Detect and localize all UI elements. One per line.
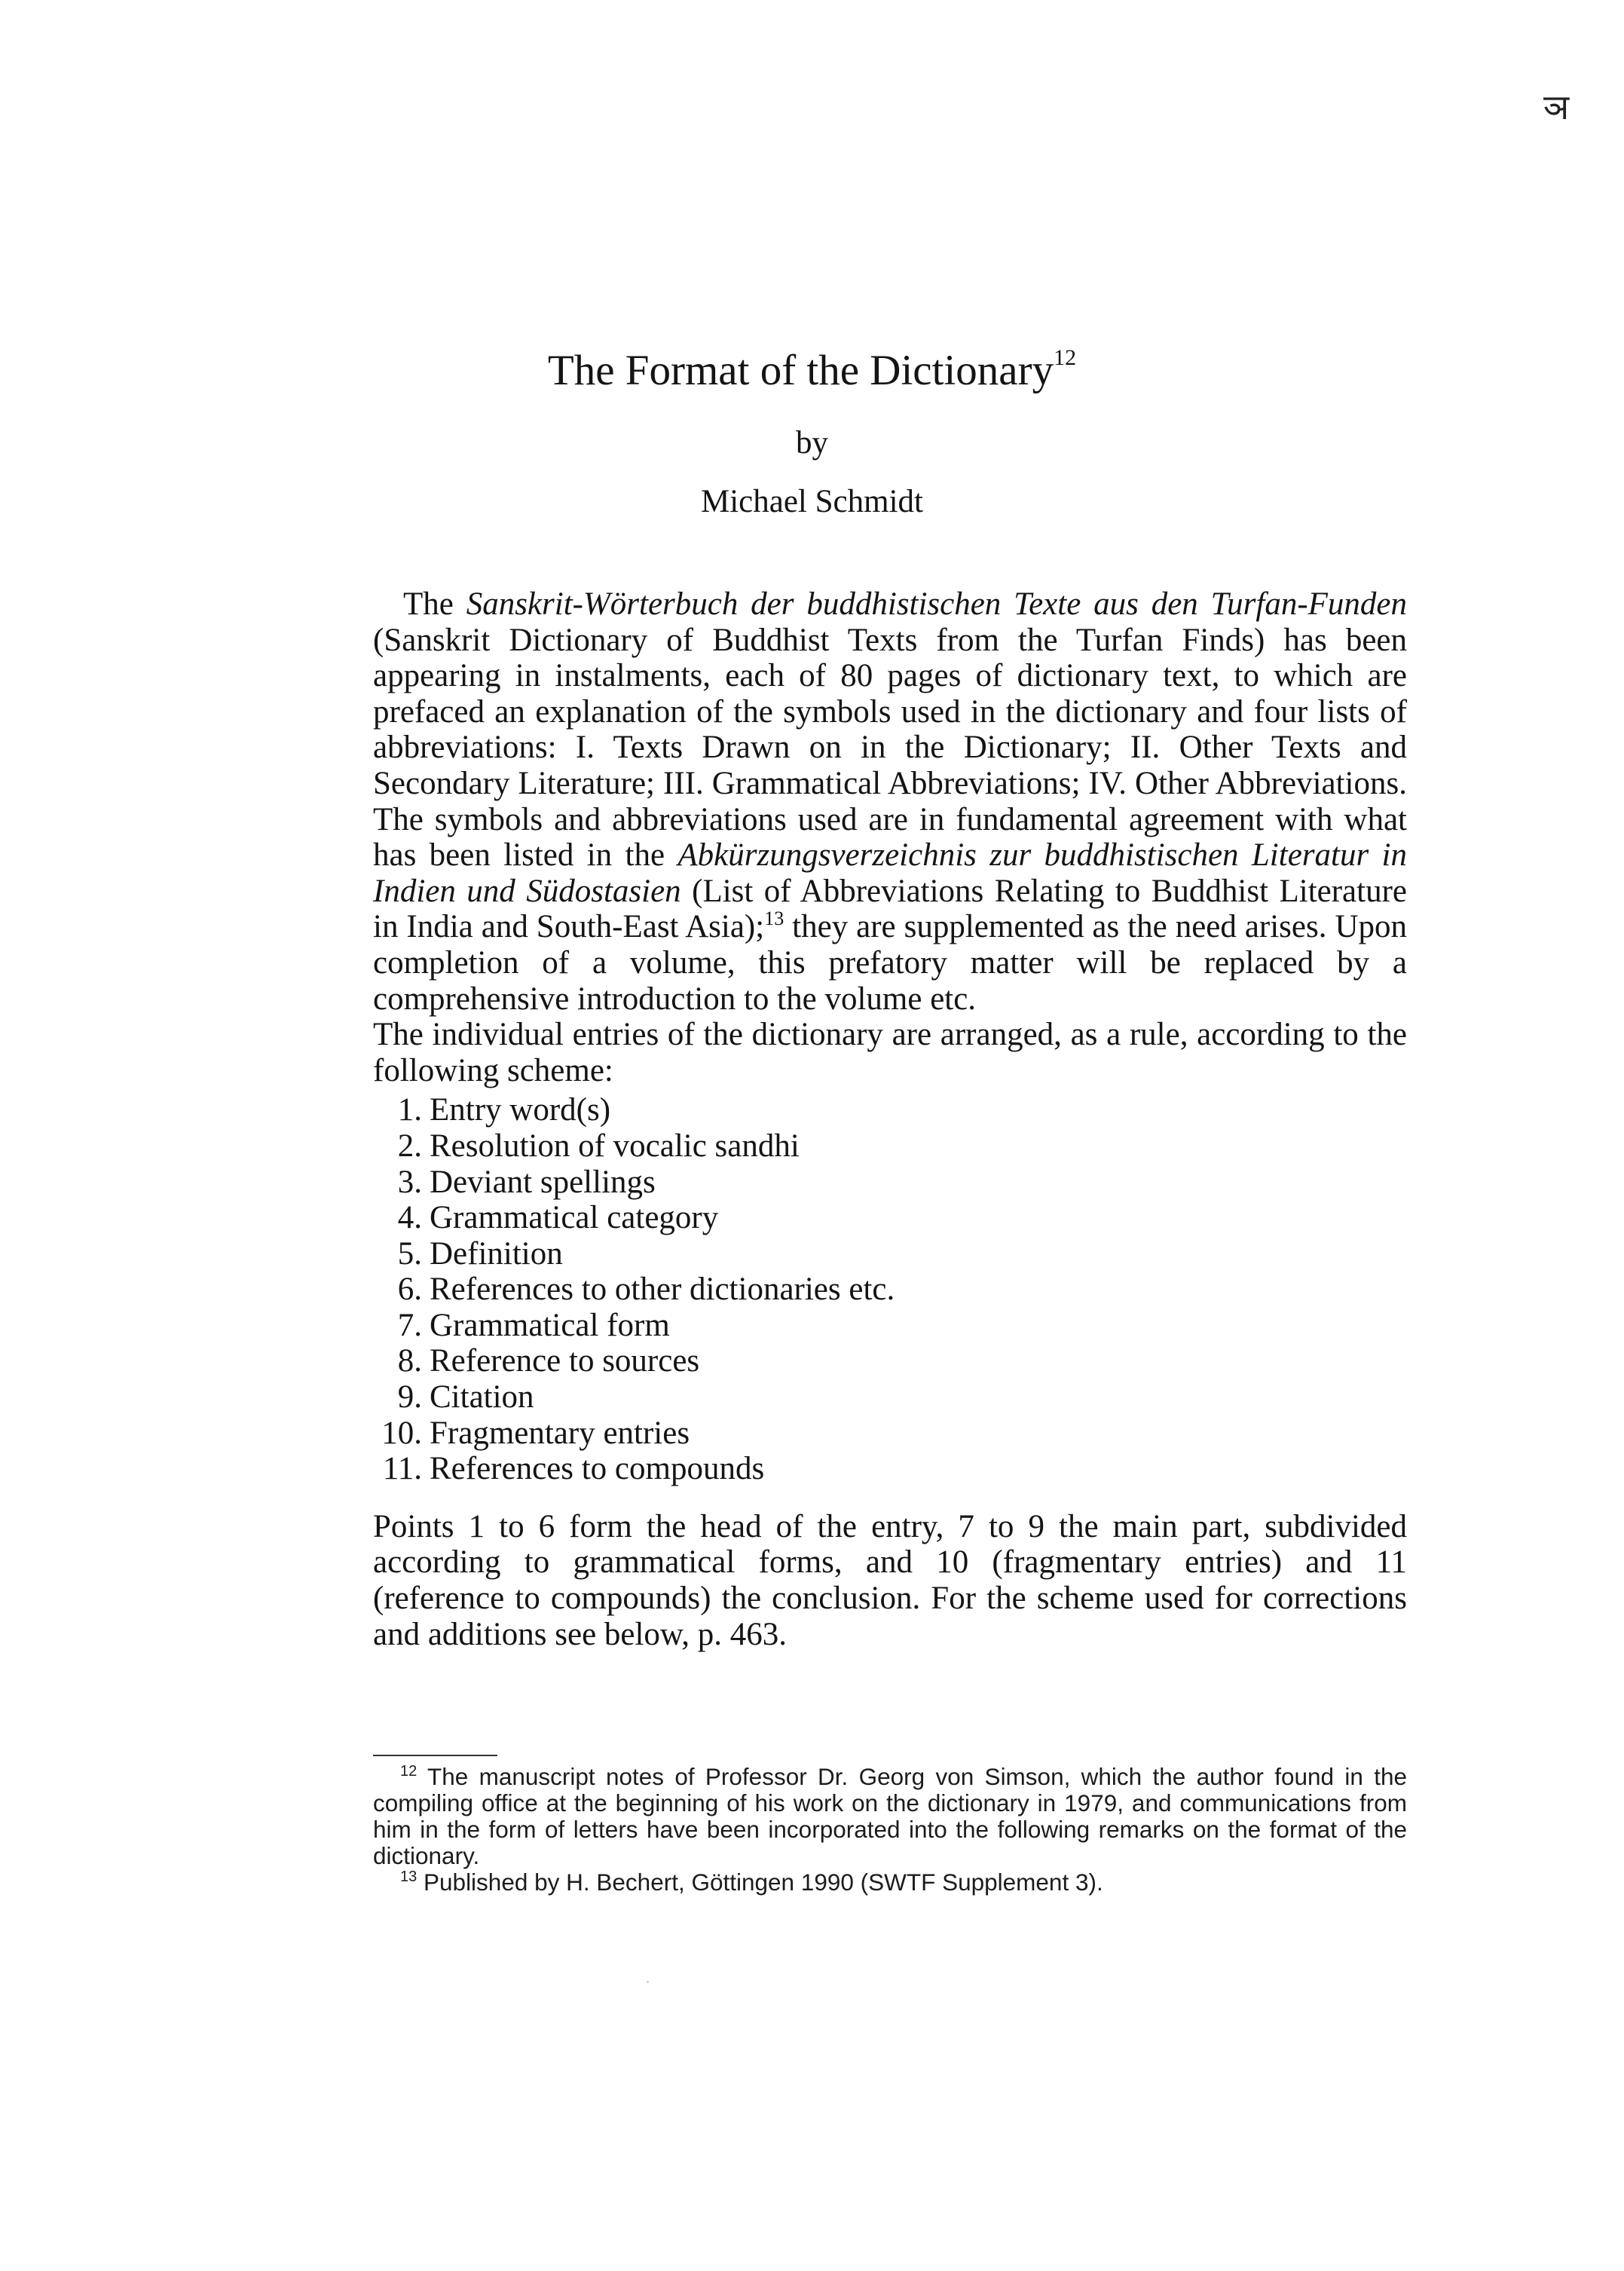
scheme-item-number: 2. <box>397 1128 422 1164</box>
sanskrit-dictionary-title: Sanskrit-Wörterbuch der buddhistischen Texte aus den Turfan-Funden <box>466 586 1407 622</box>
scheme-item-label: Definition <box>430 1235 563 1272</box>
scheme-item-label: References to compounds <box>430 1451 765 1487</box>
scheme-item-label: Resolution of vocalic sandhi <box>430 1128 800 1164</box>
scheme-item <box>373 1165 1407 1201</box>
scheme-item-number: 3. <box>397 1164 422 1200</box>
footnote-number: 12 <box>400 1763 417 1780</box>
scheme-item <box>373 1379 1407 1416</box>
scheme-item-number: 11. <box>382 1451 422 1487</box>
scheme-item <box>373 1416 1407 1452</box>
footnote-divider <box>373 1755 497 1756</box>
footnote-text: Published by H. Bechert, Göttingen 1990 (SWTF Supplement 3). <box>424 1869 1103 1896</box>
abbreviations-list-title: Abkürzungsverzeichnis zur buddhistischen Literatur in Indien und Südostasien <box>373 837 1407 909</box>
scheme-item <box>373 1343 1407 1379</box>
scheme-item-number: 9. <box>397 1379 422 1416</box>
byline: by <box>796 425 828 461</box>
scheme-item-number: 6. <box>397 1272 422 1308</box>
footnotes <box>373 1764 1407 1896</box>
scheme-item-number: 8. <box>397 1343 422 1379</box>
scheme-item-label: Entry word(s) <box>430 1092 611 1128</box>
corner-glyph-mark: ञ <box>1543 88 1570 127</box>
page-title <box>0 345 1624 396</box>
scheme-item-number: 7. <box>397 1307 422 1343</box>
scheme-item <box>373 1272 1407 1308</box>
intro-footnote-ref: 13 <box>764 907 784 930</box>
scheme-item-label: Grammatical form <box>430 1307 670 1343</box>
author-name: Michael Schmidt <box>701 484 923 519</box>
scheme-item <box>373 1236 1407 1272</box>
scan-speck <box>647 1981 649 1983</box>
scheme-item-number: 10. <box>381 1415 422 1451</box>
scheme-item-number: 5. <box>397 1235 422 1272</box>
scheme-item <box>373 1451 1407 1487</box>
scheme-item-label: Citation <box>430 1379 534 1416</box>
main-text <box>373 586 1407 1652</box>
scheme-item-label: Grammatical category <box>430 1200 719 1236</box>
scheme-item <box>373 1200 1407 1236</box>
intro-text-3: (List of Abbreviations Relating to Buddhist Literature in India and South-East Asia); <box>373 873 1407 945</box>
footnote-text: The manuscript notes of Professor Dr. Georg von Simson, which the author found in the compiling office at the beginning of his work on the dictionary in 1979, and communications from him in the form of letters have been incorporated into the following remarks on the format of the dictionary. <box>373 1763 1407 1869</box>
scheme-item-label: Reference to sources <box>430 1343 700 1379</box>
scheme-item <box>373 1308 1407 1344</box>
scheme-item-number: 4. <box>397 1200 422 1236</box>
intro-text-2: (Sanskrit Dictionary of Buddhist Texts from the Turfan Finds) has been appearing in instalments, each of 80 pages of dictionary text, to which are prefaced an explanation of the symbols used in the dictionary and four lists of abbreviations: I. Texts Drawn on in the Dictionary; II. Other Texts and Secondary Literature; III. Grammatical Abbreviations; IV. Other Abbreviations. The symbols and abbreviations used are in fundamental agreement with what has been listed in the <box>373 622 1407 874</box>
scheme-intro-paragraph: The individual entries of the dictionary are arranged, as a rule, according to the following scheme: <box>373 1017 1407 1088</box>
conclusion-paragraph: Points 1 to 6 form the head of the entry, 7 to 9 the main part, subdivided according to grammatical forms, and 10 (fragmentary entries) and 11 (reference to compounds) the conclusion. For the scheme used for corrections and additions see below, p. 463. <box>373 1508 1407 1652</box>
scheme-item-label: References to other dictionaries etc. <box>430 1272 895 1308</box>
intro-text-4: they are supplemented as the need arises. Upon completion of a volume, this prefatory matter will be replaced by a comprehensive introduction to the volume etc. <box>373 909 1408 1017</box>
footnote <box>373 1869 1407 1896</box>
title-footnote-ref: 12 <box>1054 345 1077 370</box>
scheme-item-label: Deviant spellings <box>430 1164 656 1200</box>
scheme-item <box>373 1128 1407 1165</box>
scheme-item-number: 1. <box>397 1092 422 1128</box>
entry-scheme-list <box>373 1092 1407 1487</box>
intro-paragraph <box>373 586 1407 1017</box>
page-title-text: The Format of the Dictionary <box>547 347 1054 394</box>
footnote <box>373 1764 1407 1869</box>
scheme-item-label: Fragmentary entries <box>430 1415 690 1451</box>
scheme-item <box>373 1092 1407 1128</box>
footnote-number: 13 <box>400 1869 417 1885</box>
intro-text-1: The <box>403 586 466 622</box>
